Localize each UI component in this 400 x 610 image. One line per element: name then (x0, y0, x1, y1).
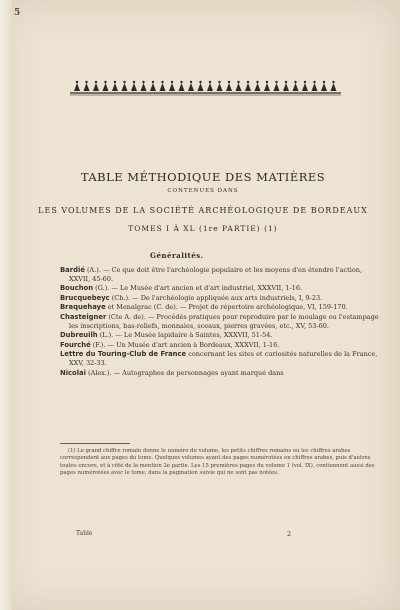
author-name: Braquehaye (60, 303, 106, 312)
tomes-line: TOMES I À XL (1re PARTIE) (1) (128, 224, 278, 233)
contenues-label: CONTENUES DANS (167, 188, 239, 194)
author-name: Brucquebeyc (60, 293, 110, 302)
section-heading: Généralités. (150, 251, 204, 260)
author-name: Nicolai (60, 368, 86, 377)
list-item (60, 313, 380, 330)
page-edge (0, 0, 12, 610)
list-item (60, 284, 380, 293)
page-tag: 5 (14, 8, 21, 18)
author-name: Chasteigner (60, 312, 107, 321)
entry-text: et Menalgrac (C. de). — Projet de répertoire archéologique, VI, 159-170. (105, 303, 348, 312)
list-item (60, 350, 380, 367)
list-item (60, 331, 380, 340)
author-name: Bouchon (60, 284, 94, 293)
ornamental-border (68, 80, 343, 96)
author-name: Fourché (60, 340, 91, 349)
entry-text: (A.). — Ce que doit être l'archéologie populaire et les moyens d'en étendre l'action, XXVII, 45-60. (69, 266, 363, 283)
societe-line: LES VOLUMES DE LA SOCIÉTÉ ARCHÉOLOGIQUE DE BORDEAUX (38, 206, 368, 215)
entry-text: (F.). — Un Musée d'art ancien à Bordeaux, XXXVII, 1-16. (90, 340, 280, 349)
entry-list (60, 266, 380, 378)
entry-text: (Ch.). — De l'archéologie appliquée aux arts industriels, I, 9-23. (109, 293, 323, 302)
footer-page-number: 2 (287, 530, 292, 538)
list-item (60, 369, 380, 378)
entry-text: concernant les sites et curiosités naturelles de la France, XXV, 32-33. (69, 350, 378, 367)
list-item (60, 303, 380, 312)
list-item (60, 294, 380, 303)
author-name: Bardié (60, 266, 85, 274)
footer-signature: Table (76, 530, 93, 537)
entry-text: (L.). — Le Musée lapidaire à Saintes, XXXVII, 51-54. (97, 331, 273, 340)
list-item (60, 266, 380, 283)
entry-text: (Alex.). — Autographes de personnages ayant marqué dans (85, 368, 284, 377)
author-name: Lettre du Touring-Club de France (60, 350, 187, 359)
page-title: TABLE MÉTHODIQUE DES MATIÈRES (80, 170, 326, 184)
author-name: Dubreuilh (60, 331, 98, 340)
entry-text: (Cte A. de). — Procédés pratiques pour reproduire par le moulage ou l'estampage les inscriptions, bas-reliefs, monnaies, sceaux, pierres gravées, etc., XV, 53-60. (69, 312, 379, 330)
footnote-rule (60, 443, 130, 444)
footnote: (1) Le grand chiffre romain donne le numéro du volume, les petits chiffres romains ou les chiffres arabes correspondent aux pages du tome. Quelques volumes ayant des pages numérotées en chiffres arabes, puis d'autres toutes encore, et à côté de la mention 2e partie. Les 15 premières pages du volume 1 (vol. IX), contiennent aussi des pages numérotées avec le tome, dans la pagination suivie qui ne sont pas notées. (60, 448, 375, 476)
list-item (60, 341, 380, 350)
entry-text: (G.). — Le Musée d'art ancien et d'art industriel, XXXVII, 1-16. (93, 284, 303, 293)
